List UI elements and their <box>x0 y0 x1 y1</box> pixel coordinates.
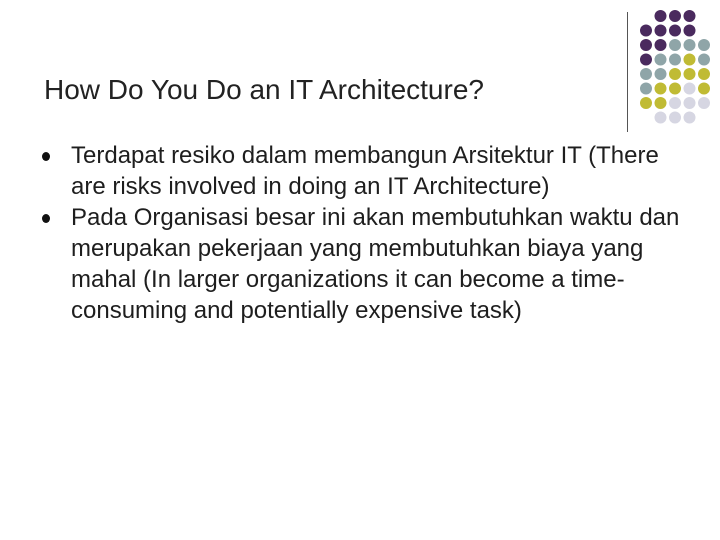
decorative-dot <box>640 83 652 95</box>
decorative-dot <box>698 68 710 80</box>
decorative-dot <box>684 83 696 95</box>
decorative-dot <box>640 97 652 109</box>
bullet-text-1: Terdapat resiko dalam membangun Arsitektur IT (There are risks involved in doing an IT Architecture) <box>71 142 659 200</box>
decorative-dot <box>669 54 681 66</box>
decorative-dot <box>640 54 652 66</box>
decorative-dot <box>684 68 696 80</box>
bullet-dot-icon <box>42 152 50 161</box>
decorative-dot <box>698 97 710 109</box>
decorative-dot <box>669 112 681 124</box>
bullet-item-2 <box>42 202 682 326</box>
decorative-dot <box>698 83 710 95</box>
decorative-dot <box>655 68 667 80</box>
decorative-dot-grid <box>0 0 720 140</box>
decorative-dot <box>669 10 681 22</box>
decorative-dot <box>640 25 652 37</box>
decorative-dot <box>655 39 667 51</box>
decorative-dot <box>640 39 652 51</box>
decorative-dot <box>655 112 667 124</box>
decorative-dot <box>684 112 696 124</box>
decorative-dot <box>669 68 681 80</box>
decorative-dot <box>669 97 681 109</box>
decorative-dot <box>640 68 652 80</box>
decorative-dot <box>684 39 696 51</box>
decorative-dot <box>655 97 667 109</box>
decorative-dot <box>655 10 667 22</box>
bullet-list <box>42 140 682 326</box>
decorative-dot <box>698 54 710 66</box>
decorative-dot <box>684 25 696 37</box>
decorative-dot <box>684 54 696 66</box>
decorative-dot <box>669 39 681 51</box>
bullet-item-1 <box>42 140 682 202</box>
decorative-dot <box>684 97 696 109</box>
decorative-dot <box>669 83 681 95</box>
decorative-dot <box>684 10 696 22</box>
decorative-dot <box>655 83 667 95</box>
decorative-dot <box>655 25 667 37</box>
bullet-text-2: Pada Organisasi besar ini akan membutuhkan waktu dan merupakan pekerjaan yang membutuhkan biaya yang mahal (In larger organizations it can become a time-consuming and potentially expensive task) <box>71 204 680 324</box>
decorative-dot <box>669 25 681 37</box>
decorative-dot <box>655 54 667 66</box>
bullet-dot-icon <box>42 214 50 223</box>
slide-title: How Do You Do an IT Architecture? <box>44 74 484 105</box>
decorative-dot <box>698 39 710 51</box>
